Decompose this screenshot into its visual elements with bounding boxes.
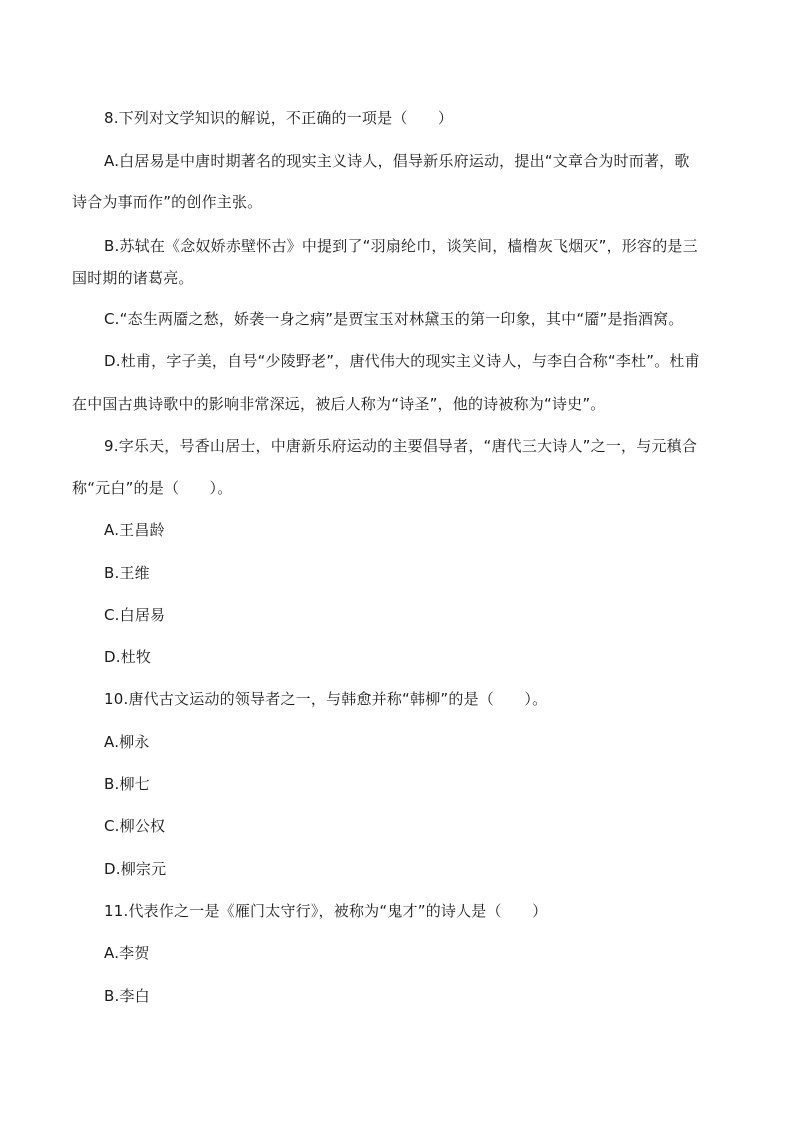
option-b-continued: 国时期的诸葛亮。	[72, 269, 194, 287]
option-b: B.柳七	[104, 775, 150, 793]
option-a: A.柳永	[104, 733, 150, 751]
option-d: D.杜牧	[104, 648, 152, 666]
question-stem: 8.下列对文学知识的解说，不正确的一项是（ ）	[104, 109, 454, 127]
question-stem-continued: 称“元白”的是（ ）。	[72, 479, 233, 497]
option-b: B.王维	[104, 564, 150, 582]
question-stem: 9.字乐天，号香山居士，中唐新乐府运动的主要倡导者，“唐代三大诗人”之一，与元稹合	[104, 437, 698, 455]
option-b: B.苏轼在《念奴娇赤壁怀古》中提到了“羽扇纶巾，谈笑间，樯橹灰飞烟灭”，形容的是三	[104, 237, 698, 255]
question-stem: 10.唐代古文运动的领导者之一，与韩愈并称“韩柳”的是（ ）。	[104, 690, 548, 708]
option-d: D.杜甫，字子美，自号“少陵野老”，唐代伟大的现实主义诗人，与李白合称“李杜”。杜甫	[104, 352, 700, 370]
option-a: A.白居易是中唐时期著名的现实主义诗人，倡导新乐府运动，提出“文章合为时而著，歌	[104, 152, 690, 170]
question-stem: 11.代表作之一是《雁门太守行》，被称为“鬼才”的诗人是（ ）	[104, 902, 548, 920]
option-c: C.白居易	[104, 606, 166, 624]
option-a-continued: 诗合为事而作”的创作主张。	[72, 193, 263, 211]
option-d-continued: 在中国古典诗歌中的影响非常深远，被后人称为“诗圣”，他的诗被称为“诗史”。	[72, 395, 606, 413]
option-a: A.李贺	[104, 944, 150, 962]
option-a: A.王昌龄	[104, 521, 165, 539]
option-b: B.李白	[104, 987, 150, 1005]
option-c: C.柳公权	[104, 817, 166, 835]
option-d: D.柳宗元	[104, 860, 167, 878]
option-c: C.“态生两靥之愁，娇袭一身之病”是贾宝玉对林黛玉的第一印象，其中“靥”是指酒窝。	[104, 310, 684, 328]
